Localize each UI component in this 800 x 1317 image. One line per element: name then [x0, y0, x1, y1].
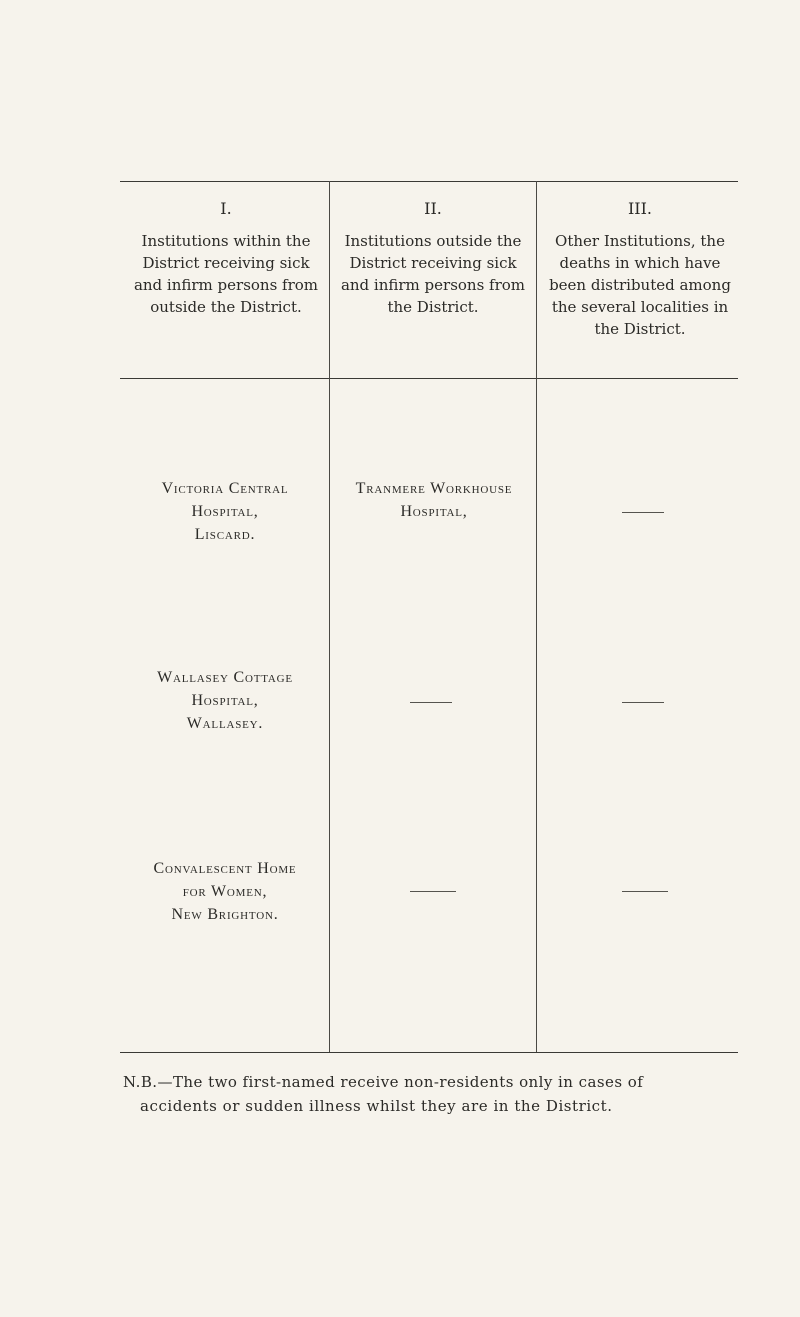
row3-col1-line3: New Brighton. — [171, 906, 279, 923]
row1-col1-line2: Hospital, — [191, 503, 259, 520]
column-header-3 — [540, 198, 740, 340]
row3-col3-dash-line — [622, 891, 668, 892]
column-divider-1 — [329, 181, 330, 1052]
row2-col1-entry — [130, 666, 320, 735]
row3-col1-entry — [130, 857, 320, 926]
row1-col3-dash — [560, 498, 730, 521]
row2-col3-dash-line — [622, 702, 664, 703]
row1-col1-line3: Liscard. — [194, 526, 256, 543]
column-heading-2: Institutions outside the District receiving sick and infirm persons from the District. — [340, 232, 526, 316]
row1-col1-line1: Victoria Central — [161, 480, 289, 497]
row1-col2-line2: Hospital, — [400, 503, 468, 520]
table-bottom-rule — [120, 1052, 738, 1053]
row3-col1-line2: for Women, — [182, 883, 268, 900]
table-top-rule — [120, 181, 738, 182]
row2-col1-line2: Hospital, — [191, 692, 259, 709]
footnote-line-1: N.B.—The two first-named receive non-residents only in cases of — [123, 1073, 644, 1091]
row1-col1-entry — [130, 477, 320, 546]
row3-col1-line1: Convalescent Home — [153, 860, 297, 877]
row1-col2-entry — [336, 477, 532, 523]
row3-col2-dash — [360, 877, 510, 900]
footnote-line-2: accidents or sudden illness whilst they are in the District. — [140, 1097, 613, 1115]
column-numeral-1: I. — [220, 199, 232, 218]
row2-col3-dash — [560, 688, 730, 711]
row2-col1-line1: Wallasey Cottage — [157, 669, 293, 686]
header-bottom-rule — [120, 378, 738, 379]
row3-col3-dash — [560, 877, 730, 900]
column-header-2 — [334, 198, 532, 318]
column-heading-1: Institutions within the District receiving sick and infirm persons from outside the District. — [133, 232, 319, 316]
row1-col3-dash-line — [622, 512, 664, 513]
column-numeral-3: III. — [627, 199, 653, 218]
row3-col2-dash-line — [410, 891, 456, 892]
row2-col2-dash — [360, 688, 510, 711]
row2-col1-line3: Wallasey. — [186, 715, 264, 732]
column-heading-3: Other Institutions, the deaths in which have been distributed among the several localities in the District. — [549, 232, 731, 338]
column-header-1 — [128, 198, 324, 318]
column-numeral-2: II. — [424, 199, 442, 218]
column-divider-2 — [536, 181, 537, 1052]
row2-col2-dash-line — [410, 702, 452, 703]
row1-col2-line1: Tranmere Workhouse — [355, 480, 513, 497]
